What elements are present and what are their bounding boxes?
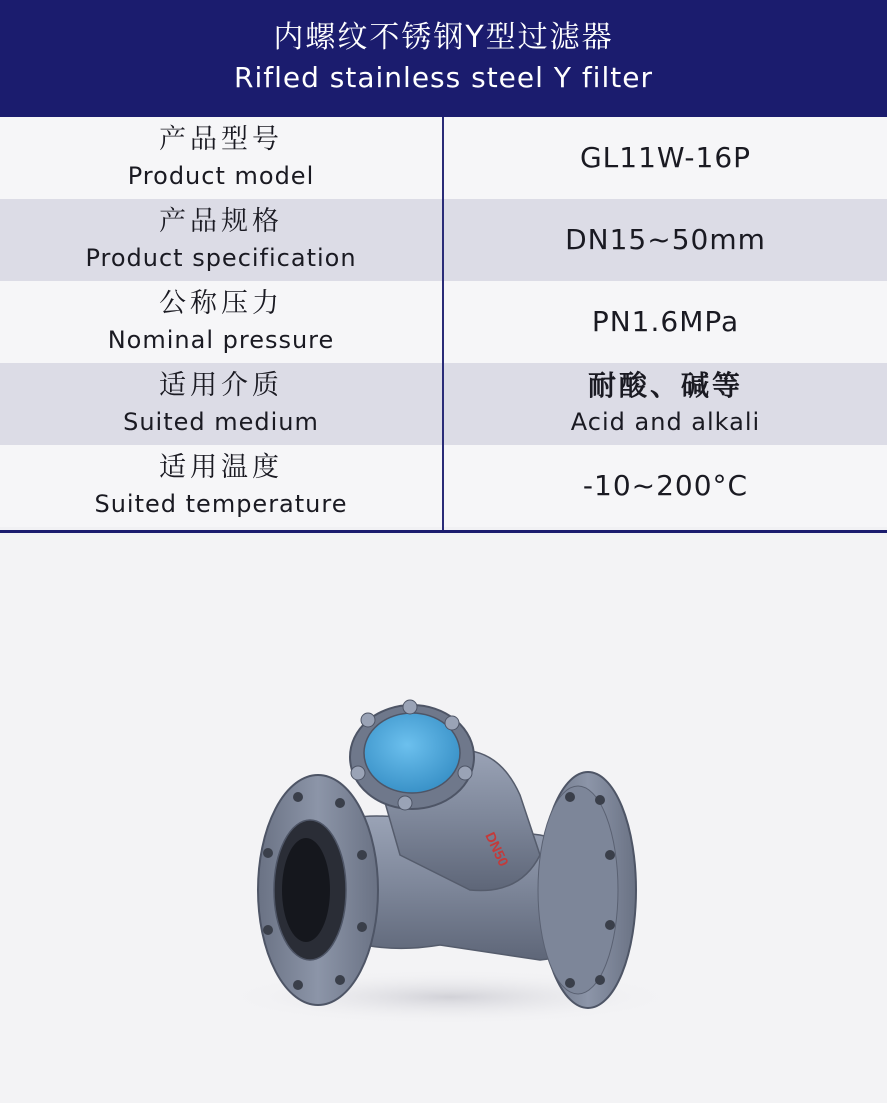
- spec-value: [444, 117, 887, 199]
- bolt-icon: [361, 713, 375, 727]
- bolt-icon: [403, 700, 417, 714]
- spec-value-text: -10~200°C: [582, 469, 749, 502]
- spec-value-text: DN15~50mm: [565, 223, 766, 256]
- title-english: Rifled stainless steel Y filter: [234, 61, 653, 94]
- spec-label-zh: 适用温度: [159, 452, 283, 483]
- spec-value-text: PN1.6MPa: [591, 305, 740, 338]
- spec-label: [0, 199, 442, 281]
- y-strainer-illustration: [0, 535, 887, 1103]
- spec-value: [444, 199, 887, 281]
- bolt-icon: [445, 716, 459, 730]
- spec-value-text: GL11W-16P: [579, 141, 752, 174]
- spec-label-en: Product model: [127, 162, 315, 190]
- spec-label-en: Product specification: [85, 244, 357, 272]
- spec-label: [0, 281, 442, 363]
- product-photo: [0, 535, 887, 1103]
- spec-value: [444, 281, 887, 363]
- spec-value: [444, 445, 887, 527]
- title-chinese: 内螺纹不锈钢Y型过滤器: [273, 20, 614, 55]
- body-marking: DN50: [482, 829, 512, 869]
- spec-value-en: Acid and alkali: [570, 408, 761, 436]
- spec-label-zh: 适用介质: [159, 370, 283, 401]
- bolt-icon: [351, 766, 365, 780]
- cap-assembly: [350, 700, 474, 810]
- left-flange: [258, 775, 378, 1005]
- spec-label-en: Suited temperature: [94, 490, 348, 518]
- spec-label-en: Nominal pressure: [107, 326, 335, 354]
- spec-label-zh: 产品型号: [159, 124, 283, 155]
- spec-label-en: Suited medium: [123, 408, 319, 436]
- spec-label: [0, 445, 442, 527]
- spec-label-zh: 产品规格: [159, 206, 283, 237]
- spec-value: [444, 363, 887, 445]
- page-header: [0, 0, 887, 117]
- spec-label-zh: 公称压力: [159, 288, 283, 319]
- spec-label: [0, 117, 442, 199]
- bolt-icon: [458, 766, 472, 780]
- bolt-icon: [398, 796, 412, 810]
- spec-value-zh: 耐酸、碱等: [587, 369, 743, 402]
- spec-label: [0, 363, 442, 445]
- column-divider: [442, 117, 444, 530]
- right-flange: [538, 772, 636, 1008]
